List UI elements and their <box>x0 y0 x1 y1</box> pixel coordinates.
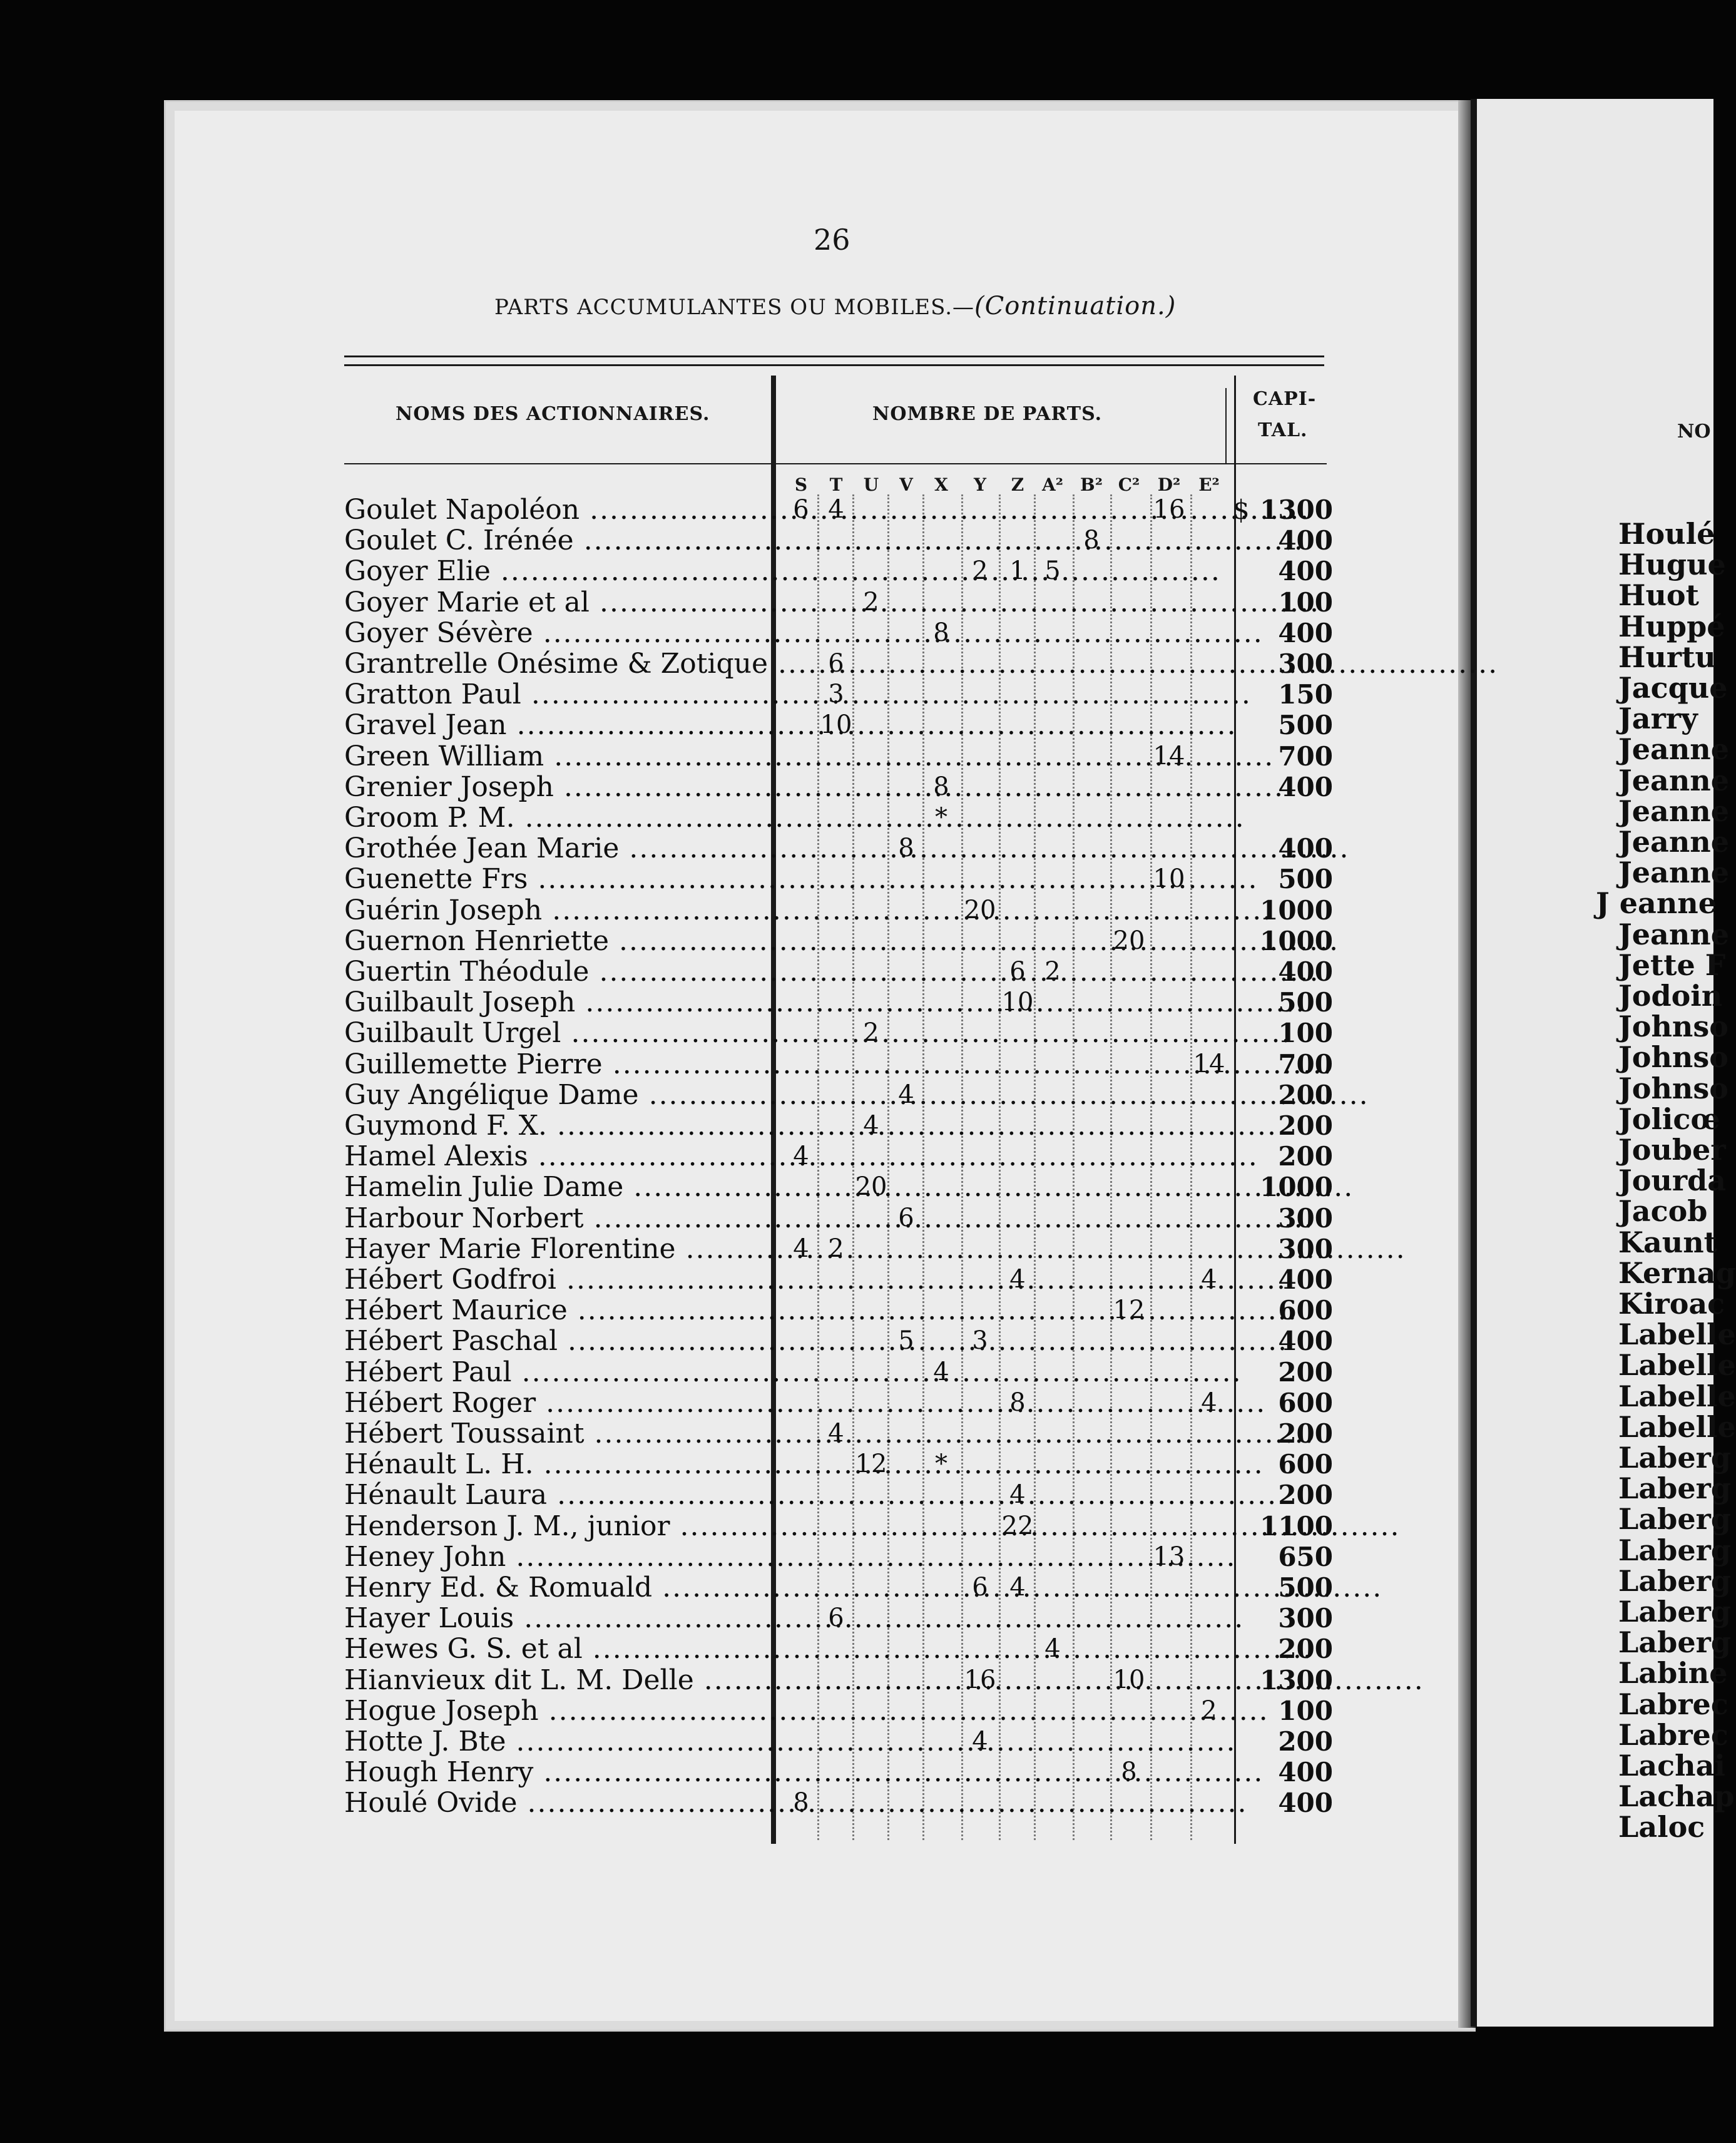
right-page-name: Labrec <box>1618 1687 1728 1721</box>
table-row <box>0 1295 1339 1326</box>
right-page-name: Laloc <box>1618 1810 1705 1844</box>
table-row <box>0 1695 1339 1726</box>
capital-amount: 400 <box>1278 525 1333 556</box>
share-count: 4 <box>1009 1265 1026 1294</box>
top-rule-2 <box>344 364 1324 366</box>
header-capital-2: TAL. <box>1258 419 1308 441</box>
capital-amount: 200 <box>1278 1418 1333 1449</box>
right-page-name: Labelle <box>1618 1348 1736 1383</box>
share-count: 4 <box>898 1080 914 1109</box>
share-count: 20 <box>855 1172 887 1202</box>
table-row <box>0 956 1339 987</box>
shareholder-name: Guymond F. X. ..... <box>344 1110 770 1141</box>
shareholder-name: Gratton Paul ..... <box>344 679 770 710</box>
column-letter: V <box>899 474 913 495</box>
shareholder-name: Guy Angélique Dame ..... <box>344 1080 770 1110</box>
capital-amount: 600 <box>1278 1295 1333 1326</box>
right-page-name: Huppé <box>1618 609 1725 643</box>
table-row <box>0 679 1339 710</box>
column-letter: E² <box>1198 474 1220 495</box>
shareholder-name: Hébert Maurice ..... <box>344 1295 770 1326</box>
share-count: 4 <box>1201 1388 1217 1417</box>
shareholder-name: Guilbault Joseph ..... <box>344 987 770 1018</box>
capital-amount: 300 <box>1278 648 1333 679</box>
header-capital-1: CAPI- <box>1253 388 1317 410</box>
table-row <box>0 926 1339 956</box>
right-page-name: Johnso <box>1618 1010 1728 1044</box>
table-row <box>0 1449 1339 1480</box>
shareholder-name: Guilbault Urgel ..... <box>344 1018 770 1048</box>
table-row <box>0 1110 1339 1141</box>
table-row <box>0 741 1339 772</box>
table-row <box>0 1172 1339 1202</box>
right-page-name: Jeanne <box>1618 825 1729 859</box>
right-page-name: Kaunt <box>1618 1225 1717 1259</box>
shareholder-name: Harbour Norbert ..... <box>344 1203 770 1234</box>
section-title <box>494 292 1176 320</box>
shareholder-name: Henderson J. M., junior ..... <box>344 1511 770 1542</box>
right-page-name: Johnso <box>1618 1040 1728 1075</box>
right-page-name: Labine <box>1618 1656 1728 1690</box>
shareholder-name: Guillemette Pierre ..... <box>344 1049 770 1080</box>
column-letter: T <box>829 474 843 495</box>
share-count: 8 <box>933 618 949 647</box>
shareholder-name: Grothée Jean Marie ..... <box>344 833 770 864</box>
shareholder-name: Hianvieux dit L. M. Delle ..... <box>344 1665 770 1695</box>
table-row <box>0 864 1339 894</box>
table-row <box>0 1018 1339 1048</box>
right-page-name: Jodoin <box>1618 979 1723 1013</box>
shareholder-name: Hewes G. S. et al ..... <box>344 1634 770 1664</box>
table-row <box>0 618 1339 648</box>
capital-amount: 400 <box>1278 556 1333 587</box>
shareholder-name: Guenette Frs ..... <box>344 864 770 894</box>
capital-amount: 400 <box>1278 771 1333 802</box>
shareholder-name: Goyer Elie ..... <box>344 556 770 586</box>
capital-amount: 300 <box>1278 1202 1333 1234</box>
capital-amount: 650 <box>1278 1541 1333 1572</box>
right-page-name: Hurtu <box>1618 640 1716 674</box>
shareholder-name: Hotte J. Bte ..... <box>344 1726 770 1757</box>
shareholder-name: Hénault Laura ..... <box>344 1480 770 1510</box>
right-page-name: Jouber <box>1618 1133 1726 1167</box>
table-row <box>0 710 1339 740</box>
shareholder-name: Green William ..... <box>344 741 770 772</box>
share-count: 6 <box>793 495 809 524</box>
table-row <box>0 1726 1339 1757</box>
share-count: 6 <box>1009 957 1026 986</box>
table-row <box>0 1511 1339 1542</box>
capital-amount: 500 <box>1278 864 1333 895</box>
right-page-name: Jolicœ <box>1618 1102 1720 1136</box>
shareholder-name: Hénault L. H. ..... <box>344 1449 770 1480</box>
column-letter: S <box>794 474 808 495</box>
share-count: 6 <box>898 1203 914 1232</box>
right-page-name: Kernag <box>1618 1256 1736 1290</box>
shareholder-name: Guernon Henriette ..... <box>344 926 770 956</box>
share-count: 10 <box>820 710 852 740</box>
capital-amount: 1000 <box>1260 894 1333 926</box>
column-letter: D² <box>1157 474 1181 495</box>
right-page-name: Huot <box>1618 578 1699 613</box>
column-letter: A² <box>1042 474 1063 495</box>
table-row <box>0 648 1339 679</box>
shareholder-name: Henry Ed. & Romuald ..... <box>344 1572 770 1603</box>
share-count: 4 <box>1009 1480 1026 1510</box>
table-row <box>0 494 1339 525</box>
share-count: 14 <box>1193 1049 1225 1078</box>
section-title-continuation: (Continuation.) <box>974 292 1177 320</box>
table-row <box>0 1480 1339 1510</box>
table-row <box>0 772 1339 802</box>
capital-amount: 400 <box>1278 833 1333 864</box>
share-count: 2 <box>863 1018 879 1048</box>
capital-amount: 200 <box>1278 1480 1333 1511</box>
share-count: 12 <box>1113 1296 1145 1325</box>
shareholder-name: Hébert Roger ..... <box>344 1388 770 1418</box>
right-page-name: Jeanne <box>1618 794 1729 828</box>
column-letter: B² <box>1080 474 1103 495</box>
capital-amount: 400 <box>1278 1757 1333 1788</box>
shareholder-name: Hébert Godfroi ..... <box>344 1264 770 1295</box>
shareholder-name: Goulet Napoléon ..... <box>344 494 770 525</box>
right-page-name: Lachai <box>1618 1749 1725 1782</box>
column-letter: C² <box>1118 474 1140 495</box>
share-count: 8 <box>793 1788 809 1818</box>
table-row <box>0 1665 1339 1695</box>
capital-amount: 150 <box>1278 679 1333 710</box>
share-count: 20 <box>964 895 996 924</box>
shareholder-name: Gravel Jean ..... <box>344 710 770 740</box>
capital-amount: 400 <box>1278 617 1333 648</box>
table-row <box>0 1603 1339 1634</box>
share-count: 16 <box>1153 495 1185 524</box>
right-page-name: Jeanne <box>1618 732 1729 767</box>
share-count: 8 <box>1009 1388 1026 1417</box>
shareholder-name: Guertin Théodule ..... <box>344 956 770 987</box>
table-row <box>0 1203 1339 1234</box>
right-page-name: Jourda <box>1618 1164 1727 1198</box>
header-shares: NOMBRE DE PARTS. <box>872 403 1103 425</box>
table-row <box>0 802 1339 833</box>
capital-amount: 300 <box>1278 1233 1333 1264</box>
shareholder-name: Hébert Toussaint ..... <box>344 1418 770 1449</box>
shareholder-name: Guérin Joseph ..... <box>344 895 770 926</box>
table-row <box>0 1634 1339 1664</box>
share-count: 14 <box>1153 741 1185 770</box>
right-page-name: Labrec <box>1618 1717 1728 1752</box>
share-count: 20 <box>1113 926 1145 955</box>
table-row <box>0 1757 1339 1788</box>
shareholder-name: Hogue Joseph ..... <box>344 1695 770 1726</box>
capital-amount: 400 <box>1278 956 1333 987</box>
capital-amount: 100 <box>1278 1695 1333 1726</box>
table-row <box>0 1049 1339 1080</box>
table-row <box>0 1788 1339 1818</box>
share-count: 4 <box>828 495 844 524</box>
table-row <box>0 1542 1339 1572</box>
shareholder-name: Hamelin Julie Dame ..... <box>344 1172 770 1202</box>
right-page-name: Laberg <box>1618 1533 1731 1567</box>
table-row <box>0 1388 1339 1418</box>
share-count: 4 <box>1044 1634 1061 1664</box>
share-count: 2 <box>863 587 879 616</box>
shareholder-name: Groom P. M. ..... <box>344 802 770 833</box>
capital-amount: 200 <box>1278 1634 1333 1665</box>
right-page-name: Jeanne <box>1618 856 1729 890</box>
shareholder-name: Hamel Alexis ..... <box>344 1141 770 1172</box>
shareholder-name: Heney John ..... <box>344 1542 770 1572</box>
right-page-name: Hugue <box>1618 548 1726 582</box>
share-count: 4 <box>793 1234 809 1263</box>
right-page-name: Laberg <box>1618 1502 1731 1537</box>
capital-amount: 1000 <box>1260 1172 1333 1203</box>
capital-amount: 300 <box>1278 1603 1333 1634</box>
capital-amount: 700 <box>1278 1048 1333 1080</box>
shareholder-name: Goulet C. Irénée ..... <box>344 525 770 556</box>
right-page-name: Kiroac <box>1618 1287 1725 1321</box>
table-row <box>0 587 1339 618</box>
share-count: 3 <box>828 680 844 709</box>
capital-amount: 200 <box>1278 1726 1333 1757</box>
table-row <box>0 833 1339 864</box>
share-count: 8 <box>933 772 949 801</box>
right-page-name: Houlé <box>1618 517 1715 551</box>
table-row <box>0 1264 1339 1295</box>
share-count: 10 <box>1153 864 1185 894</box>
capital-amount: 200 <box>1278 1356 1333 1388</box>
capital-amount: 400 <box>1278 1326 1333 1357</box>
capital-amount: 1100 <box>1260 1510 1333 1542</box>
page-number: 26 <box>814 223 850 257</box>
right-page-name: Laberg <box>1618 1471 1731 1506</box>
capital-amount: 100 <box>1278 1018 1333 1049</box>
column-letter: X <box>934 474 948 495</box>
right-page-name: Laberg <box>1618 1563 1731 1598</box>
right-page-name: J eanne <box>1596 886 1717 921</box>
right-page-name: Laberg <box>1618 1625 1731 1660</box>
right-page-name: Labelle <box>1618 1317 1736 1352</box>
share-count: 8 <box>1121 1757 1137 1787</box>
right-page-name: Jeanne <box>1618 917 1729 951</box>
share-count: 6 <box>828 649 844 678</box>
share-count: 4 <box>828 1419 844 1448</box>
table-row <box>0 1572 1339 1603</box>
capital-amount: 1000 <box>1260 925 1333 956</box>
dollar-sign: $ <box>1233 494 1250 525</box>
share-count: 4 <box>863 1111 879 1140</box>
shareholder-name: Grantrelle Onésime & Zotique ..... <box>344 648 770 679</box>
share-count: 2 <box>972 556 988 586</box>
share-count: 5 <box>898 1326 914 1356</box>
capital-amount: 700 <box>1278 740 1333 772</box>
capital-amount: 400 <box>1278 1788 1333 1819</box>
right-page-heading: NO <box>1677 421 1711 442</box>
share-count: 2 <box>828 1234 844 1263</box>
right-page-name: Johnso <box>1618 1071 1728 1105</box>
right-page-name: Jeanne <box>1618 763 1729 797</box>
table-row <box>0 1418 1339 1449</box>
header-names: NOMS DES ACTIONNAIRES. <box>396 403 710 425</box>
right-page-name: Laberg <box>1618 1595 1731 1629</box>
table-row <box>0 525 1339 556</box>
table-row <box>0 556 1339 586</box>
shareholder-name: Goyer Sévère ..... <box>344 618 770 648</box>
capital-amount: 600 <box>1278 1449 1333 1480</box>
share-count: 8 <box>898 834 914 863</box>
capital-amount: 600 <box>1278 1387 1333 1418</box>
right-page-name: Jacque <box>1618 671 1728 705</box>
share-count: * <box>935 803 947 832</box>
shareholder-name: Hébert Paul ..... <box>344 1357 770 1388</box>
capital-amount: 1300 <box>1260 494 1333 525</box>
column-letter: Z <box>1011 474 1024 495</box>
table-row <box>0 1357 1339 1388</box>
right-page-name: Labelle <box>1618 1409 1736 1444</box>
share-count: 16 <box>964 1665 996 1694</box>
column-letter: U <box>863 474 879 495</box>
share-count: 3 <box>972 1326 988 1356</box>
table-row <box>0 1326 1339 1356</box>
share-count: 6 <box>972 1573 988 1602</box>
share-count: 4 <box>972 1727 988 1756</box>
share-count: 22 <box>1001 1511 1034 1540</box>
capital-amount: 100 <box>1278 586 1333 618</box>
shareholder-name: Hayer Marie Florentine ..... <box>344 1234 770 1264</box>
shareholder-name: Hough Henry ..... <box>344 1757 770 1788</box>
share-count: 4 <box>1201 1265 1217 1294</box>
table-row <box>0 895 1339 926</box>
shareholder-name: Hayer Louis ..... <box>344 1603 770 1634</box>
share-count: 5 <box>1044 556 1061 586</box>
section-title-main: PARTS ACCUMULANTES OU MOBILES.— <box>494 295 974 320</box>
share-count: 4 <box>933 1357 949 1386</box>
share-count: 12 <box>855 1450 887 1479</box>
shareholder-name: Hébert Paschal ..... <box>344 1326 770 1356</box>
shareholder-name: Goyer Marie et al ..... <box>344 587 770 618</box>
table-row <box>0 1080 1339 1110</box>
share-count: 2 <box>1044 957 1061 986</box>
capital-amount: 500 <box>1278 1572 1333 1603</box>
top-rule-1 <box>344 355 1324 357</box>
share-count: 4 <box>793 1142 809 1171</box>
right-page-name: Lachap <box>1618 1779 1735 1814</box>
capital-amount: 500 <box>1278 710 1333 741</box>
capital-amount: 1300 <box>1260 1664 1333 1695</box>
share-count: 10 <box>1113 1665 1145 1694</box>
capital-amount: 500 <box>1278 987 1333 1018</box>
column-letter: Y <box>974 474 986 495</box>
right-page-name: Labelle <box>1618 1379 1736 1413</box>
table-row <box>0 1234 1339 1264</box>
right-page-name: Jarry <box>1618 702 1698 736</box>
capital-amount: 400 <box>1278 1264 1333 1295</box>
share-count: 6 <box>828 1603 844 1633</box>
right-page-name: Laberg <box>1618 1441 1731 1475</box>
table-row <box>0 987 1339 1018</box>
capital-amount: 200 <box>1278 1079 1333 1110</box>
share-count: 4 <box>1009 1573 1026 1602</box>
shareholder-name: Grenier Joseph ..... <box>344 772 770 802</box>
right-page-name: Jacob <box>1618 1194 1708 1229</box>
header-rule <box>344 463 1327 464</box>
capital-amount: 200 <box>1278 1141 1333 1172</box>
share-count: 13 <box>1153 1542 1185 1571</box>
capital-divider-inner <box>1225 388 1227 463</box>
shareholder-name: Houlé Ovide ..... <box>344 1788 770 1818</box>
share-count: 10 <box>1001 988 1034 1017</box>
table-row <box>0 1141 1339 1172</box>
share-count: * <box>935 1450 947 1479</box>
share-count: 2 <box>1201 1695 1217 1725</box>
capital-amount: 200 <box>1278 1110 1333 1141</box>
right-page-name: Jette F <box>1618 948 1726 982</box>
share-count: 8 <box>1083 526 1100 555</box>
share-count: 1 <box>1009 556 1026 586</box>
